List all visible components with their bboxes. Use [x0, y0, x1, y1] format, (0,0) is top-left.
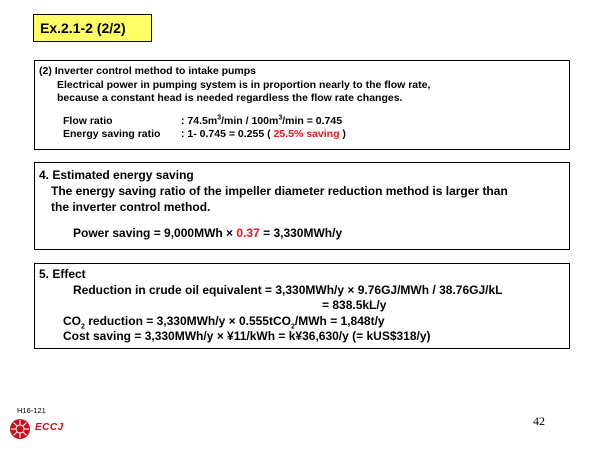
crude-oil-result: = 838.5kL/y [322, 298, 387, 313]
inverter-control-box [34, 60, 570, 150]
section2-heading: (2) Inverter control method to intake pumps [39, 65, 257, 77]
section2-line1: Electrical power in pumping system is in proportion nearly to the flow rate, [57, 78, 431, 91]
power-saving-suffix: = 3,330MWh/y [259, 226, 343, 240]
page-number: 42 [533, 414, 545, 428]
section4-heading: 4. Estimated energy saving [39, 168, 194, 182]
flow-ratio-colon: : [181, 114, 185, 127]
power-saving-highlight: 0.37 [236, 226, 260, 240]
energy-ratio-highlight: 25.5% saving [270, 128, 340, 140]
crude-oil-result-row [39, 298, 569, 314]
flow-ratio-row [39, 115, 569, 129]
power-saving-row [39, 225, 569, 241]
flow-ratio-label: Flow ratio [63, 114, 113, 127]
document-code: H16-121 [17, 406, 46, 415]
section2-line2: because a constant head is needed regardless the flow rate changes. [57, 92, 403, 104]
flow-ratio-value: $74.5m^3/\min / 100m^3/\min = 0.745$ [187, 114, 343, 127]
energy-ratio-calc: : 1- 0.745 = 0.255 ( [181, 128, 271, 140]
power-saving-prefix: Power saving = 9,000MWh × [73, 226, 237, 240]
energy-ratio-row [39, 128, 569, 142]
cost-saving-line: Cost saving = 3,330MWh/y × ¥11/kWh = k¥36,630/y (= kUS$318/y) [63, 329, 431, 344]
section4-line1: The energy saving ratio of the impeller diameter reduction method is larger than [51, 184, 508, 198]
energy-ratio-label: Energy saving ratio [63, 128, 161, 140]
eccj-logo-text: ECCJ [35, 422, 64, 433]
crude-oil-line: Reduction in crude oil equivalent = 3,330MWh/y × 9.76GJ/MWh / 38.76GJ/kL [73, 282, 503, 297]
eccj-logo [9, 418, 69, 440]
estimated-saving-box [34, 162, 570, 250]
energy-ratio-close: ) [339, 128, 346, 140]
section5-heading: 5. Effect [39, 267, 86, 281]
section4-line2: the inverter control method. [51, 200, 211, 214]
effect-box [34, 263, 570, 349]
co2-reduction-line: $CO_2$ reduction = 3,330MWh/y × 0.555tCO$_2$/MWh = 1,848t/y [63, 313, 385, 331]
eccj-emblem-icon [9, 418, 31, 440]
slide-title: Ex.2.1-2 (2/2) [33, 14, 152, 42]
